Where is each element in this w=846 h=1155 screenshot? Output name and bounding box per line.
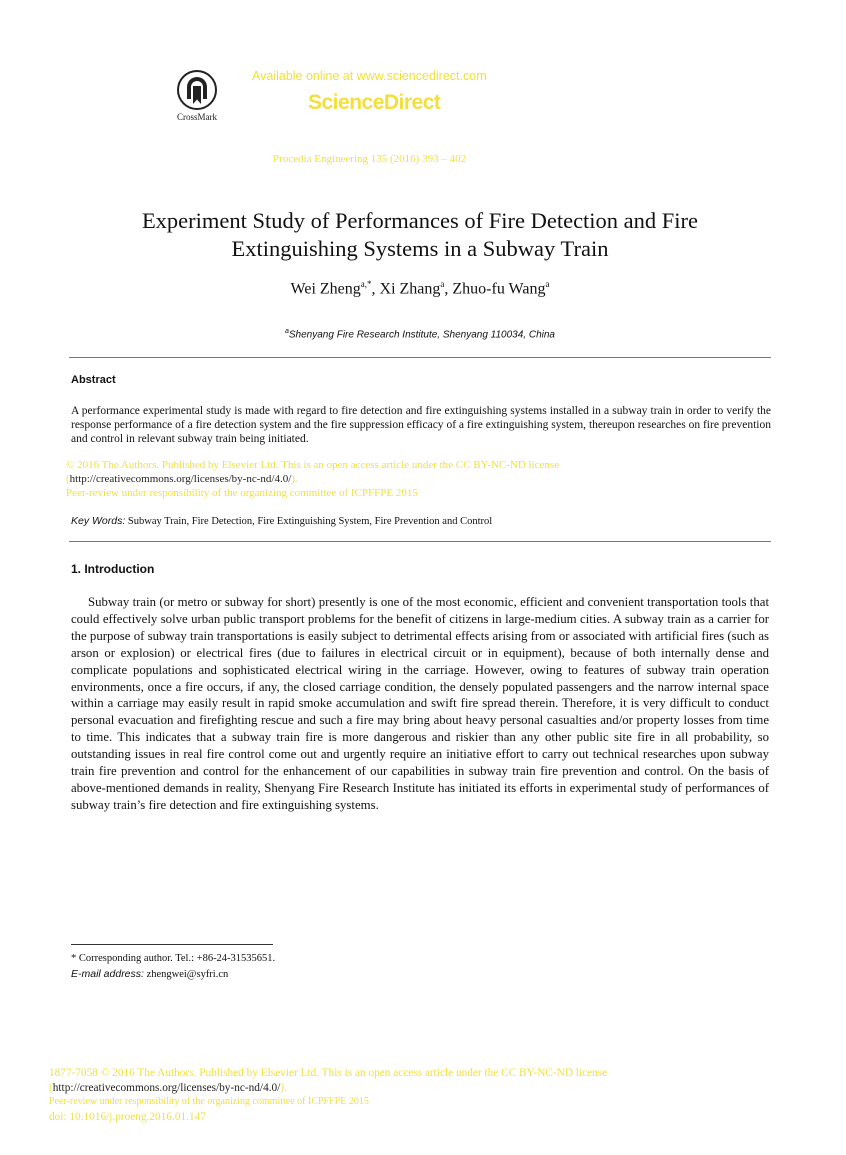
page-footer	[49, 1066, 809, 1124]
footer-license-link[interactable]: http://creativecommons.org/licenses/by-nc-nd/4.0/	[52, 1081, 281, 1094]
keywords-text: Subway Train, Fire Detection, Fire Extinguishing System, Fire Prevention and Control	[125, 516, 493, 527]
footer-paren-close: ).	[280, 1081, 287, 1094]
email-label: E-mail address:	[71, 968, 144, 980]
affiliation	[60, 328, 780, 340]
license-paren-open: (	[66, 473, 70, 485]
affiliation-sup: a	[284, 328, 289, 335]
keywords	[71, 515, 492, 527]
journal-citation: Procedia Engineering 135 (2016) 393 – 402	[273, 153, 467, 165]
license-link[interactable]: http://creativecommons.org/licenses/by-nc-nd/4.0/	[69, 473, 292, 485]
corresponding-author-footnote: * Corresponding author. Tel.: +86-24-31535651.	[71, 953, 276, 964]
author-name: Xi Zhang	[379, 280, 441, 298]
footer-doi[interactable]: doi: 10.1016/j.proeng.2016.01.147	[49, 1110, 206, 1123]
sciencedirect-logo: ScienceDirect	[308, 91, 441, 114]
affiliation-text: Shenyang Fire Research Institute, Shenyang 110034, China	[288, 329, 555, 341]
email-footnote	[71, 968, 228, 980]
email-address[interactable]: zhengwei@syfri.cn	[143, 969, 229, 980]
abstract-license	[66, 458, 766, 500]
footer-peer-review: Peer-review under responsibility of the organizing committee of ICPFFPE 2015	[49, 1096, 369, 1107]
keywords-label: Key Words:	[71, 515, 126, 527]
crossmark-icon	[177, 70, 217, 110]
top-divider	[69, 357, 771, 358]
footer-license-line: 1877-7058 © 2016 The Authors. Published by Elsevier Ltd. This is an open access article under the CC BY-NC-ND license	[49, 1067, 608, 1079]
author-name: Wei Zheng	[290, 280, 361, 298]
crossmark-badge[interactable]	[168, 70, 226, 122]
author-sup: a	[545, 279, 550, 289]
author-list	[60, 279, 780, 298]
author-sup: a,*	[360, 279, 372, 289]
introduction-heading: 1. Introduction	[71, 562, 155, 576]
author-sup: a	[440, 279, 445, 289]
abstract-text: A performance experimental study is made with regard to fire detection and fire extinguishing systems installed in a subway train in order to verify the response performance of a fire detection system and the fire suppression efficacy of a fire extinguishing system, thereupon researches on fire prevention and control in relevant subway train being initiated.	[71, 405, 771, 445]
author-name: Zhuo-fu Wang	[452, 280, 546, 298]
introduction-paragraph: Subway train (or metro or subway for short) presently is one of the most economic, efficient and convenient transportation tools that could effectively solve urban public transport problems for the benefit of citizens in large-medium cities. A subway train as a carrier for the purpose of subway train transportations is easily subject to detrimental effects arising from or associated with artificial fires (such as arson or explosion) or electrical fires (due to failures in electrical circuit or in equipment), because of both internally dense and complicate populations and sophisticated electrical wiring in the carriage. However, owing to features of subway train operation environments, once a fire occurs, if any, the closed carriage condition, the densely populated passengers and the narrow internal space within a carriage may easily result in rapid smoke accumulation and swift fire spread therein. Therefore, it is very difficult to conduct personal evacuation and firefighting rescue and such a fire may bring about heavy personal casualties and/or property losses from time to time. This indicates that a subway train fire is more dangerous and riskier than any other public site fire in all probability, so outstanding issues in real fire control come out and urgently require an initiative effort to carry out technical researches upon subway train fire prevention and control for the enhancement of our capabilities in subway train fire prevention and control. On the basis of above-mentioned demands in reality, Shenyang Fire Research Institute has initiated its efforts in experimental study of performances of subway train’s fire detection and fire extinguishing systems.	[71, 595, 769, 812]
title-line-1: Experiment Study of Performances of Fire Detection and Fire	[141, 208, 699, 233]
author-separator: ,	[371, 280, 380, 298]
footnote-divider	[71, 944, 273, 945]
license-line: © 2016 The Authors. Published by Elsevier Ltd. This is an open access article under the CC BY-NC-ND license	[66, 459, 560, 471]
abstract-heading: Abstract	[71, 374, 116, 386]
license-paren-close: ).	[291, 473, 298, 485]
peer-review-line: Peer-review under responsibility of the organizing committee of ICPFFPE 2015	[66, 487, 418, 499]
crossmark-label: CrossMark	[177, 112, 217, 122]
article-title	[60, 207, 780, 263]
available-online-text: Available online at www.sciencedirect.com	[252, 69, 487, 83]
author-separator: ,	[444, 280, 453, 298]
abstract-divider	[69, 541, 771, 542]
title-line-2: Extinguishing Systems in a Subway Train	[231, 236, 609, 261]
footer-paren-open: (	[49, 1081, 53, 1094]
